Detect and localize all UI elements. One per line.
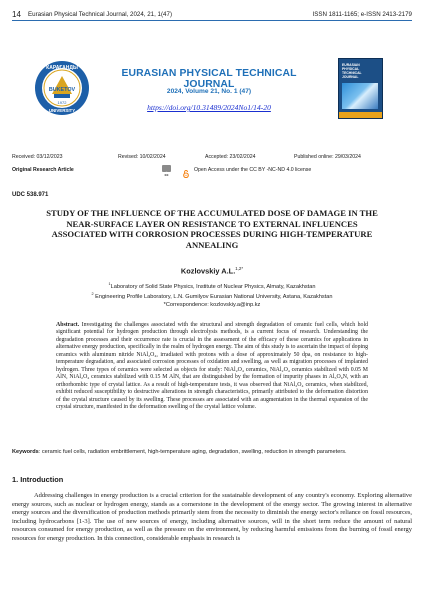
journal-citation: Eurasian Physical Technical Journal, 2024, 21, 1(47) <box>28 11 172 18</box>
logo-bottom-text: UNIVERSITY <box>48 108 76 113</box>
university-logo <box>34 60 90 116</box>
keywords-label: Keywords <box>12 449 39 455</box>
abstract <box>56 322 368 411</box>
svg-text:cc: cc <box>164 173 169 177</box>
author-name: Kozlovskiy A.L. <box>180 266 236 276</box>
affiliation-1: $^1$Laboratory of Solid State Physics, Institute of Nuclear Physics, Almaty, Kazakhstan <box>108 282 316 290</box>
logo-year: 1972 <box>57 100 67 105</box>
cover-title: EURASIAN PHYSICAL TECHNICAL JOURNAL <box>342 63 362 79</box>
author-line <box>0 266 424 275</box>
author-superscript: 1,2* <box>235 266 244 271</box>
section-heading-introduction: 1. Introduction <box>12 475 64 484</box>
accepted-date: Accepted: 23/02/2024 <box>205 154 256 160</box>
cover-band <box>339 112 382 118</box>
doi-link[interactable]: https://doi.org/10.31489/2024No1/14-20 <box>147 103 271 112</box>
page-number: 14 <box>12 10 21 19</box>
published-date: Published online: 29/03/2024 <box>294 154 361 160</box>
affiliation-2: $^2$ Engineering Profile Laboratory, L.N. Gumilyov Eurasian National University, Astana, Kazakhstan <box>91 292 333 300</box>
open-access-icon <box>183 165 189 173</box>
logo-top-text: КАРАҒАНДЫ <box>46 65 78 71</box>
article-title: STUDY OF THE INFLUENCE OF THE ACCUMULATED DOSE OF DAMAGE IN THE NEAR-SURFACE LAYER ON RESISTANCE TO EXTERNAL INFLUENCES ASSOCIATED WITH CORROSION PROCESSES DURING HIGH-TEMPERATURE ANNEALING <box>46 208 378 250</box>
introduction-paragraph: Addressing challenges in energy production is a crucial criterion for the sustainable development of any country's economy. Exploring alternative energy sources, such as nuclear or hydrogen energy, stands as a cornerstone in the development of the energy sector. The growing interest in alternative energy sources and the diversification of production methods primarily stem from the necessity to diminish the energy sector's reliance on fossil resources, including hydrocarbons [1-3]. The use of new sources of energy, including alternative sources, will in the short term reduce the amount of natural resources consumed for energy production, as well as the pressure on the environment, by reducing harmful emissions from the burning of fossil energy resources for energy production. In this connection, considerable emphasis in research is <box>12 492 412 542</box>
cover-graphic <box>342 83 378 109</box>
revised-date: Revised: 10/02/2024 <box>118 154 166 160</box>
received-date: Received: 03/12/2023 <box>12 154 63 160</box>
keywords-text: : ceramic fuel cells, radiation embrittlement, high-temperature aging, degradation, swelling, reduction in strength parameters. <box>38 449 347 455</box>
udc-code: UDC 538.971 <box>12 192 49 198</box>
article-type: Original Research Article <box>12 167 74 173</box>
journal-volume: 2024, Volume 21, No. 1 (47) <box>166 88 252 95</box>
issn: ISSN 1811-1165; e-ISSN 2413-2179 <box>312 11 412 18</box>
correspondence: *Correspondence: kozlovskiy.a@inp.kz <box>163 302 261 308</box>
abstract-label: Abstract. <box>56 322 80 328</box>
keywords <box>12 449 412 456</box>
header-rule <box>12 20 412 21</box>
abstract-text: Investigating the challenges associated with the structural and strength degradation of ceramic fuel cells, which hold significant potential for hydrogen production through electrolysis methods, is a current focus of research. Understanding the degradation processes and their occurrence rate is crucial in the assessment of the efficacy of these ceramics for applications in alternative energy production, specifically in the realm of hydrogen energy. The aim of this study is to ascertain the impact of doping ceramics with aluminum nitride NiAl₂O₄, irradiated with protons with a dose of approximately 50 dpa, on resistance to high-temperature degradation, and associated corrosion processes of oxidation and swelling, as well as migration processes of implanted hydrogen. Three types of ceramics were selected as objects for study: NiAl₂O₄ ceramics, NiAl₂O₄ ceramics stabilized with 0.05 M AlN, NiAl₂O₄ ceramics stabilized with 0.15 M AlN, that are distinguished by the formation of impurity phases in Al₅O₆N, with an orthorhombic type of crystal lattice. As a result of high-temperature tests, it was observed that NiAl₂O₄ ceramics, when stabilized, exhibit reduced susceptibility to destructive alterations in strength characteristics, primarily attributed to the deformation distortion of the crystal structure caused by its swelling. These processes are associated with an augmentation in the thermal expansion of the crystal structure, manifested in the deformation swelling of the crystal lattice volume. <box>56 322 368 410</box>
cc-license-icon <box>162 165 171 177</box>
journal-title: EURASIAN PHYSICAL TECHNICAL JOURNAL <box>121 68 297 90</box>
journal-cover-image <box>338 58 383 119</box>
license-text: Open Access under the CC BY -NC-ND 4.0 license <box>194 167 312 173</box>
logo-mid-text: BUKETOV <box>48 87 76 93</box>
